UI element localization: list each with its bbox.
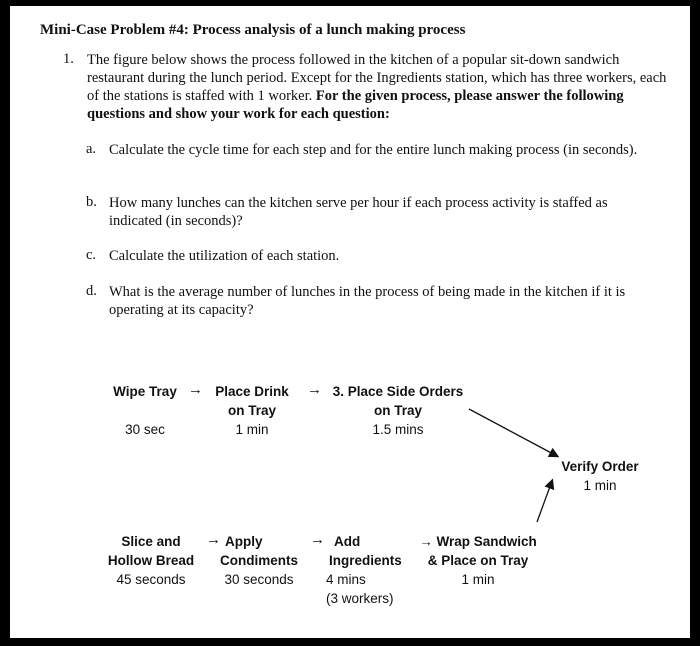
subquestion-b-letter: b.: [86, 194, 97, 210]
subquestion-a-text: Calculate the cycle time for each step and for the entire lunch making process (in seconds).: [109, 142, 638, 158]
step-time: 1 min: [461, 572, 495, 587]
step-label-2: Hollow Bread: [107, 553, 195, 568]
subquestion-d-text: What is the average number of lunches in the process of being made in the kitchen if it is operating at its capacity?: [109, 284, 626, 318]
step-label: Place Drink: [215, 384, 289, 399]
subquestion-c-text: Calculate the utilization of each station.: [109, 248, 340, 264]
question-number: 1.: [63, 51, 74, 67]
step-time: 1.5 mins: [372, 422, 424, 437]
document-page: [10, 6, 690, 638]
subquestion-a-letter: a.: [86, 141, 97, 157]
step-label: Verify Order: [561, 459, 639, 474]
step-label: Apply: [225, 534, 263, 549]
step-label: Wipe Tray: [113, 384, 177, 399]
arrow-right-icon: →: [206, 531, 221, 548]
problem-title: Mini-Case Problem #4: Process analysis of a lunch making process: [40, 22, 466, 38]
arrow-right-icon: →: [307, 381, 322, 398]
step-label-2: on Tray: [373, 403, 422, 418]
step-time: 45 seconds: [116, 572, 186, 587]
step-label-2: Condiments: [219, 553, 298, 568]
step-label: Slice and: [121, 534, 181, 549]
flow-connectors: [10, 6, 690, 638]
step-label-text: Wrap Sandwich: [436, 534, 537, 549]
step-label-2: on Tray: [227, 403, 276, 418]
arrow-right-icon: →: [188, 381, 203, 398]
step-label: 3. Place Side Orders: [332, 384, 464, 399]
arrow-right-icon: →: [310, 531, 325, 548]
arrow-right-icon: →: [419, 534, 433, 549]
step-staffing: (3 workers): [326, 591, 394, 606]
step-time: 4 mins: [326, 572, 366, 587]
step-time: 1 min: [235, 422, 269, 437]
subquestion-c-letter: c.: [86, 247, 97, 263]
subquestion-d-letter: d.: [86, 283, 97, 299]
subquestion-b-text: How many lunches can the kitchen serve per hour if each process activity is staffed as indicated (in seconds)?: [109, 195, 608, 229]
step-time: 30 seconds: [224, 572, 294, 587]
step-label-2: & Place on Tray: [427, 553, 529, 568]
step-time: 1 min: [583, 478, 617, 493]
step-time: 30 sec: [125, 422, 165, 437]
step-label-2: Ingredients: [329, 553, 402, 568]
question-lead: The figure below shows the process followed in the kitchen of a popular sit-down sandwich restaurant during the lunch period. Except for the Ingredients station, which has three workers, each of the stations is staffed with 1 worker.: [87, 52, 667, 104]
question-instruction: For the given process, please answer the following questions and show your work for each question:: [87, 88, 624, 122]
arrow-to-verify-top: [469, 409, 557, 456]
arrow-to-verify-bottom: [537, 481, 552, 522]
step-label: Add: [334, 534, 361, 549]
